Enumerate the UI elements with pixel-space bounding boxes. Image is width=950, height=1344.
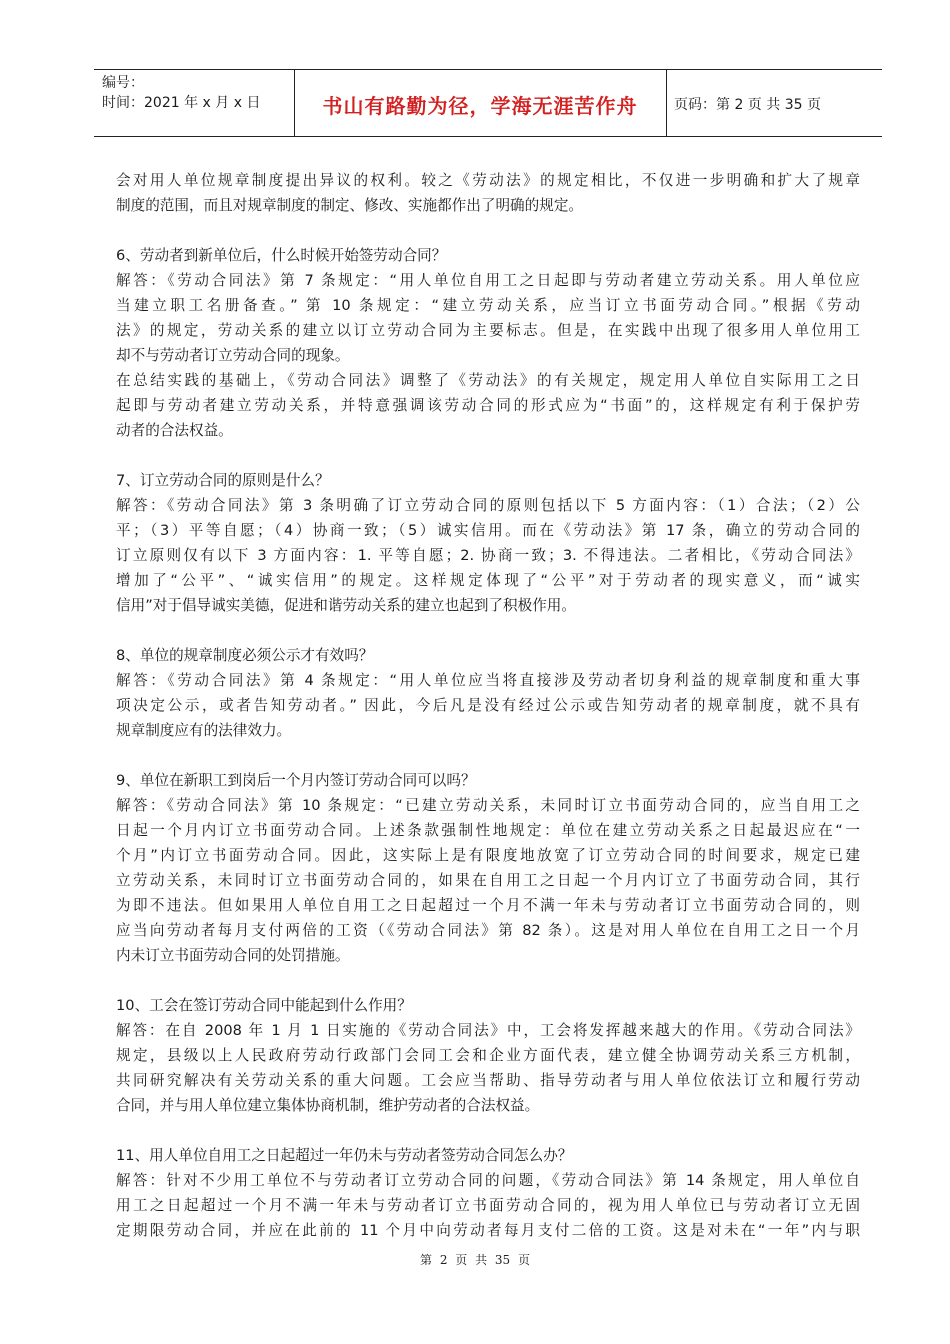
text-line: 信用”对于倡导诚实美德，促进和谐劳动关系的建立也起到了积极作用。 (116, 597, 576, 614)
text-line: 立劳动关系，未同时订立书面劳动合同的，如果在自用工之日起一个月内订立了书面劳动合同，其行 (116, 872, 860, 889)
text-line: 当建立职工名册备查。” 第 10 条规定：“建立劳动关系，应当订立书面劳动合同。”根据《劳动 (116, 297, 860, 314)
text-line: 起即与劳动者建立劳动关系，并特意强调该劳动合同的形式应为“书面”的，这样规定有利于保护劳 (116, 397, 860, 414)
header-page-cell (666, 70, 882, 136)
header-motto: 书山有路勤为径，学海无涯苦作舟 (322, 94, 638, 118)
header-info-cell (94, 70, 295, 136)
text-line: 10、工会在签订劳动合同中能起到什么作用？ (116, 997, 412, 1014)
paragraph (116, 468, 860, 618)
document-body (116, 168, 860, 1268)
text-line: 共同研究解决有关劳动关系的重大问题。工会应当帮助、指导劳动者与用人单位依法订立和履行劳动 (116, 1072, 860, 1089)
paragraph (116, 1143, 860, 1243)
text-line: 用工之日起超过一个月不满一年未与劳动者订立书面劳动合同的，视为用人单位已与劳动者订立无固 (116, 1197, 860, 1214)
paragraph (116, 168, 860, 218)
document-number-label: 编号： (102, 75, 144, 91)
page-footer: 第 2 页 共 35 页 (420, 1253, 530, 1267)
text-line: 项决定公示，或者告知劳动者。” 因此，今后凡是没有经过公示或告知劳动者的规章制度，就不具有 (116, 697, 860, 714)
text-line: 规定，县级以上人民政府劳动行政部门会同工会和企业方面代表，建立健全协调劳动关系三方机制， (116, 1047, 860, 1064)
text-line: 7、订立劳动合同的原则是什么？ (116, 472, 330, 489)
text-line: 增加了“公平”、“诚实信用”的规定。这样规定体现了“公平”对于劳动者的现实意义，而“诚实 (116, 572, 860, 589)
text-line: 9、单位在新职工到岗后一个月内签订劳动合同可以吗？ (116, 772, 476, 789)
text-line: 11、用人单位自用工之日起超过一年仍未与劳动者签劳动合同怎么办？ (116, 1147, 573, 1164)
text-line: 合同，并与用人单位建立集体协商机制，维护劳动者的合法权益。 (116, 1097, 540, 1114)
text-line: 却不与劳动者订立劳动合同的现象。 (116, 347, 350, 364)
text-line: 平；（3）平等自愿；（4）协商一致；（5）诚实信用。而在《劳动法》第 17 条，确立的劳动合同的 (116, 522, 860, 539)
paragraph (116, 993, 860, 1118)
text-line: 定期限劳动合同，并应在此前的 11 个月中向劳动者每月支付二倍的工资。这是对未在“一年”内与职 (116, 1222, 860, 1239)
text-line: 解答：《劳动合同法》第 10 条规定：“已建立劳动关系，未同时订立书面劳动合同的，应当自用工之 (116, 797, 860, 814)
text-line: 订立原则仅有以下 3 方面内容：1. 平等自愿；2. 协商一致；3. 不得违法。二者相比，《劳动合同法》 (116, 547, 860, 564)
text-line: 动者的合法权益。 (116, 422, 233, 439)
text-line: 规章制度应有的法律效力。 (116, 722, 292, 739)
paragraph (116, 768, 860, 968)
text-line: 6、劳动者到新单位后，什么时候开始签劳动合同？ (116, 247, 447, 264)
text-line: 应当向劳动者每月支付两倍的工资（《劳动合同法》第 82 条）。这是对用人单位在自用工之日一个月 (116, 922, 860, 939)
text-line: 个月”内订立书面劳动合同。因此，这实际上是有限度地放宽了订立劳动合同的时间要求，规定已建 (116, 847, 860, 864)
text-line: 解答：《劳动合同法》第 3 条明确了订立劳动合同的原则包括以下 5 方面内容：（1）合法；（2）公 (116, 497, 860, 514)
text-line: 解答：在自 2008 年 1 月 1 日实施的《劳动合同法》中，工会将发挥越来越大的作用。《劳动合同法》 (116, 1022, 860, 1039)
header-page-number: 页码：第 2 页 共 35 页 (674, 97, 821, 113)
text-line: 制度的范围，而且对规章制度的制定、修改、实施都作出了明确的规定。 (116, 197, 584, 214)
text-line: 日起一个月内订立书面劳动合同。上述条款强制性地规定：单位在建立劳动关系之日起最迟应在“一 (116, 822, 860, 839)
text-line: 法》的规定，劳动关系的建立以订立劳动合同为主要标志。但是，在实践中出现了很多用人单位用工 (116, 322, 860, 339)
text-line: 解答：《劳动合同法》第 7 条规定：“用人单位自用工之日起即与劳动者建立劳动关系。用人单位应 (116, 272, 860, 289)
paragraph (116, 243, 860, 443)
text-line: 内未订立书面劳动合同的处罚措施。 (116, 947, 350, 964)
paragraph (116, 643, 860, 743)
text-line: 为即不违法。但如果用人单位自用工之日起超过一个月不满一年未与劳动者订立书面劳动合同的，则 (116, 897, 860, 914)
text-line: 在总结实践的基础上，《劳动合同法》调整了《劳动法》的有关规定，规定用人单位自实际用工之日 (116, 372, 860, 389)
text-line: 会对用人单位规章制度提出异议的权利。较之《劳动法》的规定相比，不仅进一步明确和扩大了规章 (116, 172, 860, 189)
document-date-label: 时间：2021 年 x 月 x 日 (102, 95, 261, 111)
text-line: 解答：针对不少用工单位不与劳动者订立劳动合同的问题，《劳动合同法》第 14 条规定，用人单位自 (116, 1172, 860, 1189)
page-header (94, 69, 882, 137)
text-line: 8、单位的规章制度必须公示才有效吗？ (116, 647, 374, 664)
header-motto-cell (294, 70, 667, 136)
text-line: 解答：《劳动合同法》第 4 条规定：“用人单位应当将直接涉及劳动者切身利益的规章制度和重大事 (116, 672, 860, 689)
